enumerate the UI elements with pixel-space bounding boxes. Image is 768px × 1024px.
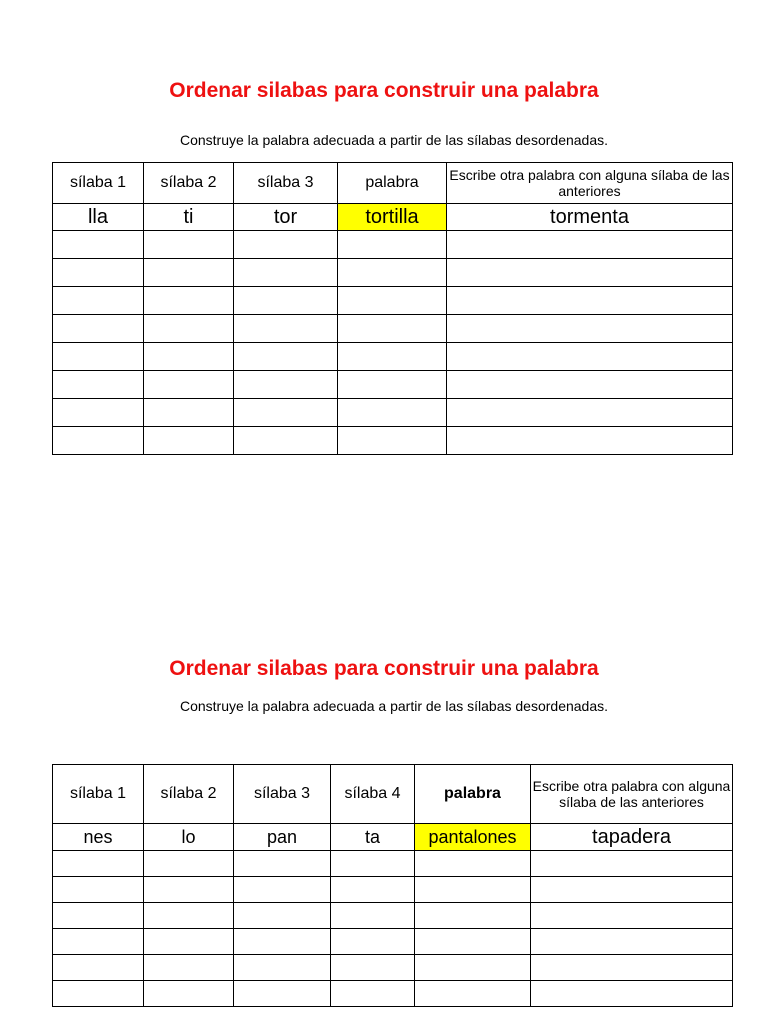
example-silaba-3: pan: [234, 824, 331, 851]
worksheet-title-1: Ordenar silabas para construir una palabra: [169, 79, 599, 102]
header-silaba-4: sílaba 4: [331, 765, 415, 824]
table1-blank-row: [53, 399, 733, 427]
answer-cell[interactable]: [144, 231, 234, 259]
example-silaba-1: nes: [53, 824, 144, 851]
table1-blank-row: [53, 343, 733, 371]
header-silaba-3: sílaba 3: [234, 765, 331, 824]
table1-blank-row: [53, 427, 733, 455]
worksheet-title-2: Ordenar silabas para construir una palabra: [169, 657, 599, 680]
header-silaba-3: sílaba 3: [234, 163, 338, 204]
answer-cell[interactable]: [53, 259, 144, 287]
table1-blank-row: [53, 259, 733, 287]
answer-cell[interactable]: [338, 371, 447, 399]
answer-cell[interactable]: [53, 399, 144, 427]
answer-cell[interactable]: [53, 929, 144, 955]
answer-cell[interactable]: [531, 929, 733, 955]
answer-cell[interactable]: [338, 427, 447, 455]
syllable-table-2: [52, 764, 733, 1007]
table1-blank-row: [53, 315, 733, 343]
answer-cell[interactable]: [234, 851, 331, 877]
answer-cell[interactable]: [331, 903, 415, 929]
header-silaba-1: sílaba 1: [53, 163, 144, 204]
table-header-row: [53, 765, 733, 824]
answer-cell[interactable]: [234, 399, 338, 427]
answer-cell[interactable]: [415, 877, 531, 903]
instructions-1: Construye la palabra adecuada a partir de las sílabas desordenadas.: [179, 132, 609, 148]
answer-cell[interactable]: [415, 929, 531, 955]
answer-cell[interactable]: [331, 955, 415, 981]
answer-cell[interactable]: [234, 981, 331, 1007]
answer-cell[interactable]: [234, 343, 338, 371]
answer-cell[interactable]: [331, 877, 415, 903]
answer-cell[interactable]: [144, 315, 234, 343]
answer-cell[interactable]: [234, 427, 338, 455]
answer-cell[interactable]: [331, 851, 415, 877]
answer-cell[interactable]: [447, 427, 733, 455]
answer-cell[interactable]: [144, 371, 234, 399]
answer-cell[interactable]: [447, 259, 733, 287]
answer-cell[interactable]: [531, 981, 733, 1007]
answer-cell[interactable]: [331, 929, 415, 955]
answer-cell[interactable]: [144, 981, 234, 1007]
answer-cell[interactable]: [234, 877, 331, 903]
table2-blank-row: [53, 851, 733, 877]
answer-cell[interactable]: [144, 287, 234, 315]
answer-cell[interactable]: [447, 315, 733, 343]
answer-cell[interactable]: [234, 955, 331, 981]
answer-cell[interactable]: [144, 851, 234, 877]
header-palabra: palabra: [415, 765, 531, 824]
table2-blank-row: [53, 877, 733, 903]
answer-cell[interactable]: [531, 851, 733, 877]
answer-cell[interactable]: [338, 259, 447, 287]
answer-cell[interactable]: [338, 231, 447, 259]
answer-cell[interactable]: [447, 399, 733, 427]
answer-cell[interactable]: [234, 903, 331, 929]
example-silaba-3: tor: [234, 204, 338, 231]
header-otra-palabra: Escribe otra palabra con alguna sílaba de las anteriores: [531, 765, 733, 824]
answer-cell[interactable]: [53, 371, 144, 399]
answer-cell[interactable]: [234, 315, 338, 343]
answer-cell[interactable]: [144, 427, 234, 455]
syllable-table-1: [52, 162, 733, 455]
header-silaba-2: sílaba 2: [144, 765, 234, 824]
example-silaba-1: lla: [53, 204, 144, 231]
answer-cell[interactable]: [531, 877, 733, 903]
example-otra-palabra: tapadera: [531, 824, 733, 851]
example-silaba-4: ta: [331, 824, 415, 851]
answer-cell[interactable]: [144, 929, 234, 955]
instructions-2: Construye la palabra adecuada a partir de las sílabas desordenadas.: [179, 698, 609, 714]
answer-cell[interactable]: [331, 981, 415, 1007]
table2-blank-row: [53, 929, 733, 955]
answer-cell[interactable]: [234, 287, 338, 315]
answer-cell[interactable]: [144, 955, 234, 981]
answer-cell[interactable]: [53, 955, 144, 981]
example-palabra: pantalones: [415, 824, 531, 851]
answer-cell[interactable]: [415, 981, 531, 1007]
answer-cell[interactable]: [234, 929, 331, 955]
answer-cell[interactable]: [415, 851, 531, 877]
answer-cell[interactable]: [234, 231, 338, 259]
answer-cell[interactable]: [53, 315, 144, 343]
header-palabra: palabra: [338, 163, 447, 204]
answer-cell[interactable]: [447, 343, 733, 371]
example-silaba-2: lo: [144, 824, 234, 851]
example-silaba-2: ti: [144, 204, 234, 231]
answer-cell[interactable]: [447, 287, 733, 315]
answer-cell[interactable]: [53, 981, 144, 1007]
answer-cell[interactable]: [144, 259, 234, 287]
answer-cell[interactable]: [531, 955, 733, 981]
answer-cell[interactable]: [338, 399, 447, 427]
table-header-row: [53, 163, 733, 204]
table1-blank-row: [53, 231, 733, 259]
header-otra-palabra: Escribe otra palabra con alguna sílaba de las anteriores: [447, 163, 733, 204]
example-row: [53, 204, 733, 231]
answer-cell[interactable]: [338, 343, 447, 371]
table2-blank-row: [53, 981, 733, 1007]
example-otra-palabra: tormenta: [447, 204, 733, 231]
answer-cell[interactable]: [53, 231, 144, 259]
answer-cell[interactable]: [415, 903, 531, 929]
answer-cell[interactable]: [144, 877, 234, 903]
answer-cell[interactable]: [53, 427, 144, 455]
answer-cell[interactable]: [447, 371, 733, 399]
answer-cell[interactable]: [53, 287, 144, 315]
answer-cell[interactable]: [144, 399, 234, 427]
table1-blank-row: [53, 287, 733, 315]
answer-cell[interactable]: [531, 903, 733, 929]
table2-blank-row: [53, 903, 733, 929]
answer-cell[interactable]: [144, 903, 234, 929]
answer-cell[interactable]: [234, 259, 338, 287]
answer-cell[interactable]: [415, 955, 531, 981]
answer-cell[interactable]: [338, 287, 447, 315]
table1-blank-row: [53, 371, 733, 399]
example-row: [53, 824, 733, 851]
answer-cell[interactable]: [53, 343, 144, 371]
answer-cell[interactable]: [53, 903, 144, 929]
answer-cell[interactable]: [447, 231, 733, 259]
table2-blank-row: [53, 955, 733, 981]
header-silaba-2: sílaba 2: [144, 163, 234, 204]
answer-cell[interactable]: [234, 371, 338, 399]
header-silaba-1: sílaba 1: [53, 765, 144, 824]
answer-cell[interactable]: [53, 877, 144, 903]
answer-cell[interactable]: [144, 343, 234, 371]
answer-cell[interactable]: [53, 851, 144, 877]
example-palabra: tortilla: [338, 204, 447, 231]
answer-cell[interactable]: [338, 315, 447, 343]
